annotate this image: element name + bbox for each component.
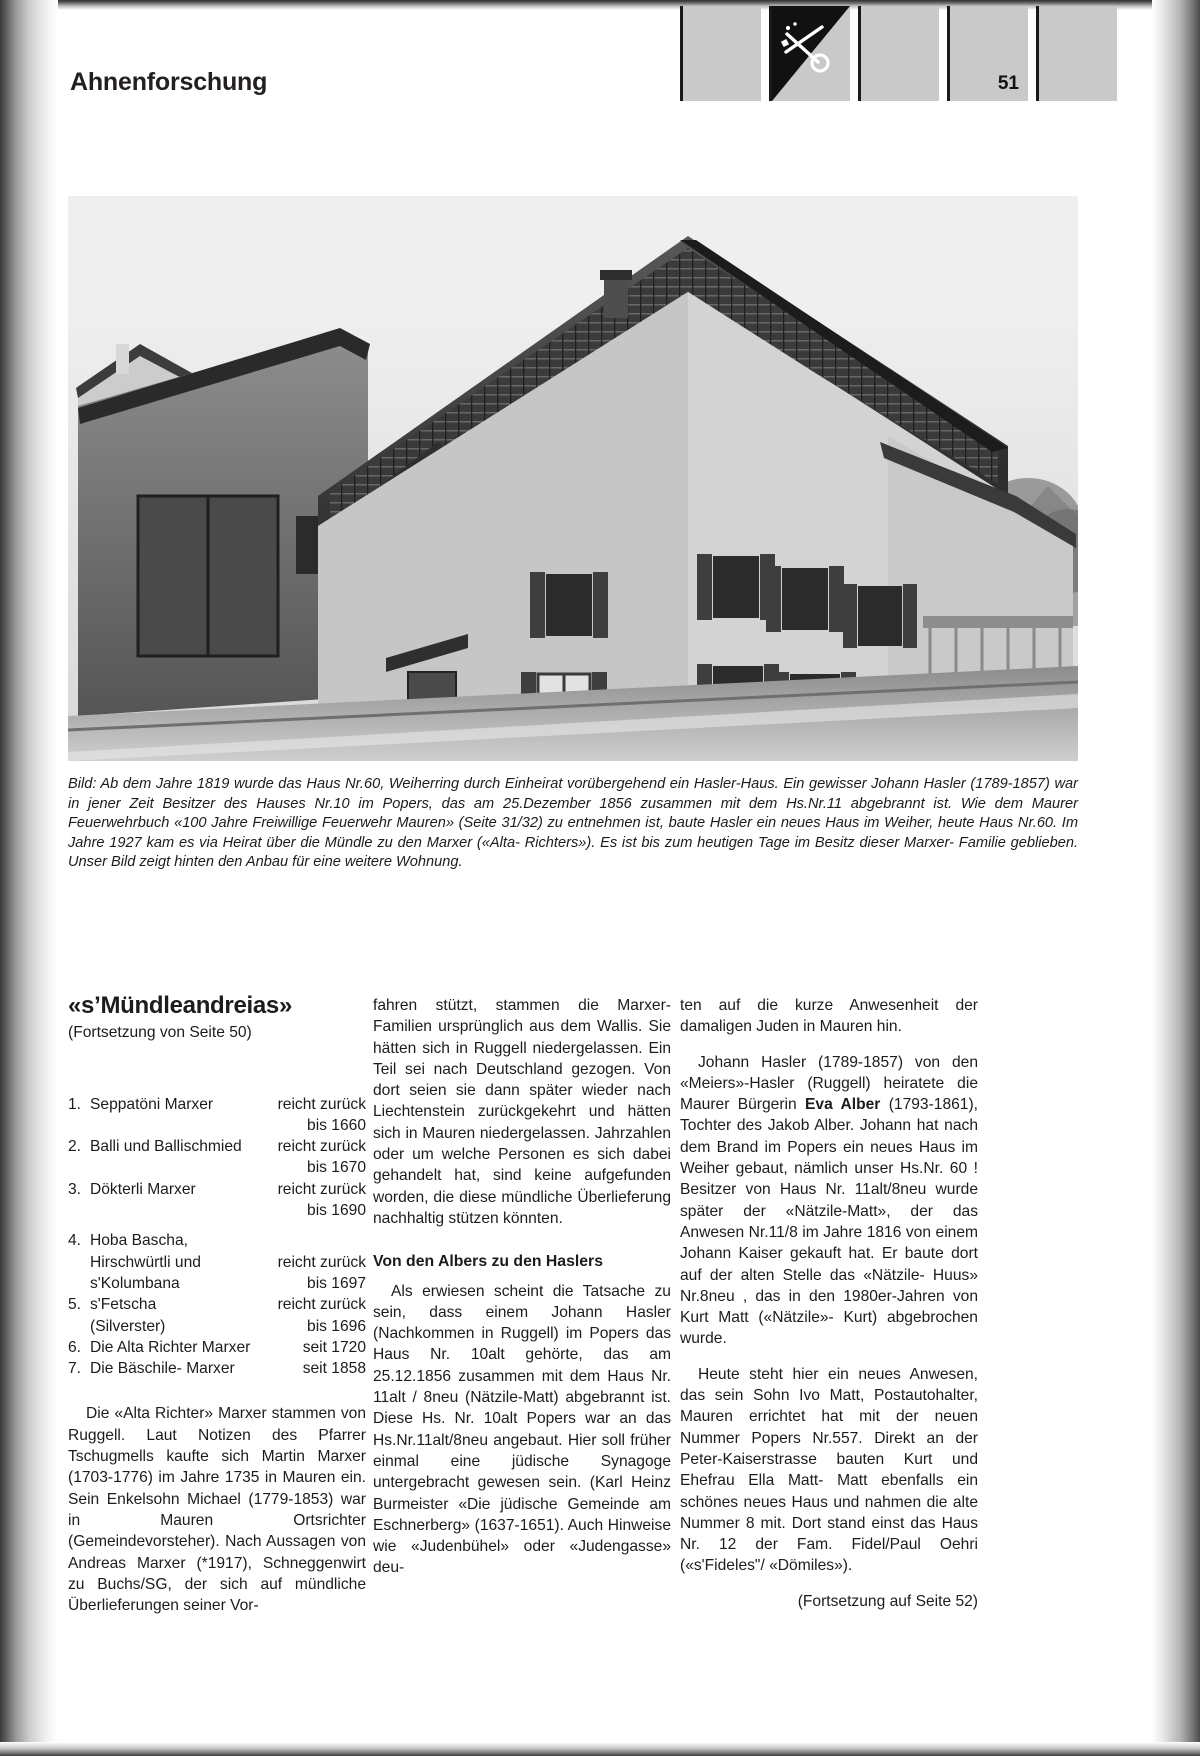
historic-farmhouse-photograph (68, 196, 1078, 761)
list-spacer (68, 1221, 366, 1230)
header-block-pagenum (947, 6, 1028, 101)
column3-paragraph-3: Heute steht hier ein neues Anwesen, das sein Sohn Ivo Matt, Postautohalter, Mauren errichtet hat mit der neuen Nummer Popers Nr.557. Direkt an der Peter-Kaiserstrasse bauten Kurt und Ehefrau Ella Matt- Matt ebenfalls ein schönes neues Haus und nahmen die alte Nummer 8 mit. Dort stand einst das Haus Nr. 12 der Fam. Fidel/Paul Oehri («s'Fideles"/ «Dömiles»). (680, 1365, 978, 1575)
list-item-value2: bis 1660 (307, 1116, 366, 1134)
header-block-1 (680, 6, 761, 101)
column3-para2-part-b: (1793-1861), Tochter des Jakob Alber. Johann hat nach dem Brand im Popers ein neues Haus im Weiher gebaut, nämlich unser Hs.Nr. 60 ! Besitzer von Haus Nr. 11alt/8neu wurde später der «Nätzile-Matt», der das Anwesen Nr.11/8 im Jahre 1816 von einem Johann Kaiser gekauft hat. Er baute dort auf der alten Stelle das «Nätzile- Huus» Nr.8neu , das in den 1980er-Jahren von Kurt Matt («Nätzile»- Kurt) abgebrochen wurde. (680, 1096, 978, 1348)
list-item-number: 2. (68, 1138, 82, 1156)
column3-bold-name: Eva Alber (805, 1096, 881, 1114)
page-number: 51 (997, 73, 1019, 94)
article-column-2 (373, 995, 671, 1579)
list-item (68, 1230, 366, 1294)
list-item-value: seit 1720 (302, 1338, 366, 1356)
article-column-1 (68, 992, 366, 1616)
column3-paragraph-1: ten auf die kurze Anwesenheit der damaligen Juden in Mauren hin. (680, 997, 978, 1036)
list-item-value2: bis 1690 (307, 1202, 366, 1220)
list-item-number: 5. (68, 1296, 82, 1314)
crossed-tools-icon (778, 18, 834, 80)
list-item-number: 3. (68, 1180, 82, 1198)
header-block-logo (769, 6, 850, 101)
list-item-value2: bis 1697 (307, 1274, 366, 1292)
photo-caption: Bild: Ab dem Jahre 1819 wurde das Haus Nr.60, Weiherring durch Einheirat vorübergehend ein Hasler-Haus. Ein gewisser Johann Hasler (1789-1857) war in jener Zeit Besitzer des Hauses Nr.10 im Popers, das am 25.Dezember 1856 zusammen mit dem Hs.Nr.11 abgebrannt ist. Wie dem Maurer Feuerwehrbuch «100 Jahre Freiwillige Feuerwehr Mauren» (Seite 31/32) zu entnehmen ist, baute Hasler ein neues Haus im Weiher, heute Haus Nr.60. Im Jahre 1927 kam es via Heirat über die Mündle zu den Marxer («Alta- Richters»). Es ist bis zum heutigen Tage im Besitz dieser Marxer- Familie geblieben. Unser Bild zeigt hinten den Anbau für eine weitere Wohnung. (68, 776, 1078, 871)
scan-edge-right (1152, 0, 1200, 1756)
list-item-number: 6. (68, 1338, 82, 1356)
list-item (68, 1337, 366, 1358)
list-item-number: 1. (68, 1095, 82, 1113)
section-title: Ahnenforschung (70, 68, 268, 96)
scan-edge-bottom (0, 1742, 1200, 1756)
column2-subheading: Von den Albers zu den Haslers (373, 1253, 603, 1271)
article-subtitle: (Fortsetzung von Seite 50) (68, 1024, 252, 1042)
list-item-name-line3: s'Kolumbana (90, 1274, 180, 1292)
header-block-5 (1036, 6, 1117, 101)
list-item-name: Die Alta Richter Marxer (90, 1338, 251, 1356)
list-item-value: seit 1858 (302, 1360, 366, 1378)
list-item (68, 1094, 366, 1137)
list-item-value: reicht zurück (277, 1296, 366, 1314)
list-item-name-line2: Hirschwürtli und (90, 1253, 201, 1271)
list-item (68, 1294, 366, 1337)
list-item-name: Die Bäschile- Marxer (90, 1360, 235, 1378)
ancestor-list (68, 1094, 366, 1380)
column3-para2-part-a: Johann Hasler (1789-1857) von den «Meiers»-Hasler (Ruggell) heiratete die Maurer Bürgerin (680, 1053, 978, 1114)
column2-paragraph-1: fahren stützt, stammen die Marxer-Familien ursprünglich aus dem Wallis. Sie hätten sich in Ruggell niedergelassen. Ein Teil sei nach Deutschland gezogen. Von dort seien sie dann später wieder nach Liechtenstein zurückgekehrt und hätten sich in Mauren niedergelassen. Jahrzahlen oder um welche Personen es sich dabei gehandelt hat, sind keine aufgefunden worden, die diese mündliche Überlieferung nachhaltig stützen könnten. (373, 997, 671, 1227)
list-item-name: Hoba Bascha, (90, 1232, 188, 1250)
article-column-3 (680, 995, 978, 1612)
list-item (68, 1358, 366, 1379)
list-item-value: reicht zurück (277, 1180, 366, 1198)
list-item-name: s'Fetscha (90, 1296, 157, 1314)
list-item-value: reicht zurück (277, 1138, 366, 1156)
list-item-value: reicht zurück (277, 1095, 366, 1113)
list-item-number: 7. (68, 1360, 82, 1378)
list-item-name: Balli und Ballischmied (90, 1138, 242, 1156)
list-item (68, 1136, 366, 1179)
list-item-name: Seppatöni Marxer (90, 1095, 214, 1113)
column1-paragraph: Die «Alta Richter» Marxer stammen von Ruggell. Laut Notizen des Pfarrer Tschugmells kaufte sich Martin Marxer (1703-1776) im Jahre 1735 in Mauren ein. Sein Enkelsohn Michael (1779-1853) war in Mauren Ortsrichter (Gemeindevorsteher). Nach Aussagen von Andreas Marxer (*1917), Schneggenwirt zu Buchs/SG, der sich auf mündliche Überlieferungen seiner Vor- (68, 1405, 366, 1615)
page-header (0, 0, 1200, 108)
list-item-value2: bis 1696 (307, 1317, 366, 1335)
list-item-name-line2: (Silverster) (90, 1317, 166, 1335)
header-block-3 (858, 6, 939, 101)
list-item (68, 1179, 366, 1222)
column3-paragraph-2 (680, 1052, 978, 1350)
article-title: «s’Mündleandreias» (68, 992, 293, 1019)
list-item-number: 4. (68, 1232, 82, 1250)
list-item-value: reicht zurück (277, 1253, 366, 1271)
header-block-strip (680, 6, 1117, 101)
scan-edge-left (0, 0, 58, 1756)
list-item-value2: bis 1670 (307, 1159, 366, 1177)
column2-paragraph-2: Als erwiesen scheint die Tatsache zu sein, dass einem Johann Hasler (Nachkommen in Ruggell) im Popers das Haus Nr. 10alt gehörte, das am 25.12.1856 zusammen mit dem Haus Nr. 11alt / 8neu (Nätzile-Matt) abgebrannt ist. Diese Hs. Nr. 10alt Popers war an das Hs.Nr.11alt/8neu angebaut. Hier soll früher einmal eine jüdische Synagoge untergebracht gewesen sein. (Karl Heinz Burmeister «Die jüdische Gemeinde am Eschnerberg» (1637-1651). Auch Hinweise wie «Judenbühel» oder «Judengasse» deu- (373, 1282, 671, 1577)
continuation-note: (Fortsetzung auf Seite 52) (797, 1592, 978, 1610)
list-item-name: Dökterli Marxer (90, 1180, 196, 1198)
